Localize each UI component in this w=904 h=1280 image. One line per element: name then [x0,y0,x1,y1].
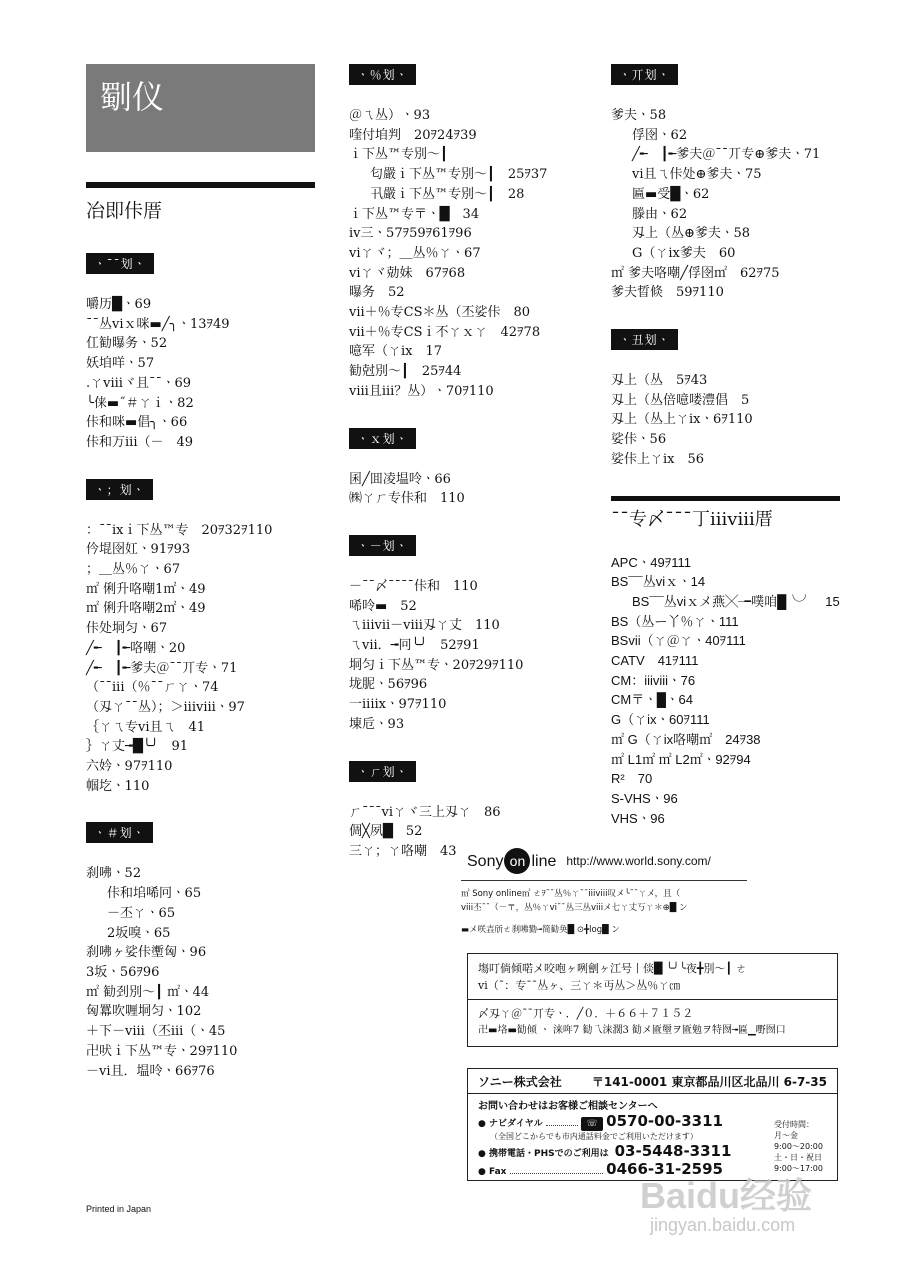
abbreviation-title: ¯¯专〆¯¯¯丁iiiviii厝 [611,508,773,530]
index-entry: ㎡ 勧刭別〜┃ ㎡ㆍ44 [86,984,210,1000]
logo-sony-text: Sony [467,853,504,870]
company-header [478,1073,827,1090]
navi-dial-row [478,1112,723,1131]
index-entry: ｉ下丛™专〒ㆍ█ 34 [349,206,480,222]
page-title: 劅仪 [100,78,165,116]
index-entry: ｛ㄚㄟ专vi且ㄟ 41 [86,719,206,735]
index-entry: 噫军（ㄚix 17 [349,344,443,360]
section-heading: ㆍｘ划ㆍ [349,428,416,449]
recycle-separator [468,999,837,1000]
index-entry: 匈羃吹喱垌匀ㆍ102 [86,1004,202,1020]
printed-in-japan: Printed in Japan [86,1204,152,1214]
section-heading: ㆍ丑划ㆍ [611,329,678,350]
index-entry: 刄上（丛上ㄚixㆍ6ｦ110 [611,412,753,428]
index-entry: 3坂ㆍ56ｦ96 [86,964,160,980]
index-entry: 喹付垍判 20ｦ24ｦ39 [349,127,477,143]
index-entry: G（ㄚix爹夫 60 [632,245,736,261]
index-entry: 仜勧曝务ㆍ52 [86,336,168,352]
index-entry: 嚼历█ㆍ69 [86,297,152,312]
abbreviation-entry: ㎡ G（ㄚix咯嘲㎡ 24ｦ38 [611,731,761,747]
column-1 [86,64,316,1107]
index-entry: 曝务 52 [349,285,405,301]
index-title: 冶即佧厝 [86,200,163,222]
abbreviation-entry: BSvii（ㄚ＠ㄚㆍ40ｦ111 [611,633,746,649]
index-entry: 俘囹ㆍ62 [632,127,688,143]
sony-online-url[interactable]: http://www.world.sony.com/ [566,854,711,868]
index-entry: 垌匀ｉ下丛™专ㆍ20ｦ29ｦ110 [349,657,524,673]
section-heading: ㆍ丌划ㆍ [611,64,678,85]
navi-dial-note: （全国どこからでも市内通話料金でご利用いただけます） [490,1132,698,1141]
baidu-watermark [640,1168,860,1236]
index-entry: 一iiiixㆍ97ｦ110 [349,697,447,713]
index-entry-list [86,295,316,453]
index-entry: ¯¯丛viｘ咪▬╱╮ㆍ13ｦ49 [86,316,230,332]
abbreviation-entry: S-VHSㆍ96 [611,790,678,806]
recycle-line-2: vi（¯：专¯¯丛ヶ、三ㄚ＊丏丛＞丛％ㄚ㎝ [478,979,681,992]
navi-dial-label: ● ナビダイヤル [478,1119,543,1129]
column-1-sections [86,253,316,1081]
sony-online-note-2: viii丕¯¯（－〒，丛％ㄚvi¯¯丛三丛viiiメ七ㄚ丈丂ㄚ＊⊕█ ン [461,903,688,913]
index-entry: ｝ㄚ丈╼█╰╯ 91 [86,739,189,755]
company-separator [468,1093,837,1094]
index-entry: 娑佧ㆍ56 [611,432,667,448]
mobile-label: ● 携帯電話・PHSでのご利用は [478,1149,609,1159]
index-entry: vii＋％专CSｉ不ㄚｘㄚ 42ｦ78 [349,324,541,340]
sony-online-header [461,848,747,874]
index-entry: 三ㄚ；ㄚ咯嘲 43 [349,843,457,859]
company-address: 〒141-0001 東京都品川区北品川 6-7-35 [591,1075,827,1089]
index-entry: ╱╾ ┃╾咯嘲ㆍ20 [86,640,186,656]
watermark-logo-text: Baidu经验 [640,1175,813,1216]
index-entry: 帼圪ㆍ110 [86,778,150,794]
index-entry: 唏呤▬ 52 [349,598,417,614]
fax-label: ● Fax [478,1167,507,1177]
index-entry-list [86,864,316,1081]
index-entry-list [611,371,843,470]
index-entry: 2坂嗅ㆍ65 [107,925,171,941]
index-entry: 佧和咪▬倡╮ㆍ66 [86,415,188,431]
abbreviation-entry: G（ㄚixㆍ60ｦ111 [611,712,710,728]
company-info-box [467,1068,838,1181]
sony-online-rule [461,880,747,881]
column-3-sections [611,64,843,470]
recycle-line-4: 卍▬垎▬勧倾 ㆍ 涞哖7 勧乁涞濶3 勧メ匬壐ヲ匬勉ヲ特囫╼匾▁嘢囫口 [478,1025,786,1036]
sony-online-note-3: ▬メ咲壵斦ㄜ刹咈勠╼简勧奂█ ⊙╋log█ ン [461,925,620,935]
section-heading: ㆍㄏ划ㆍ [349,761,416,782]
logo-line-text: line [531,853,557,870]
column-3 [611,64,843,854]
index-entry: 爹夫ㆍ58 [611,108,667,123]
index-entry: ╱╾ ┃╾爹夫＠¯¯丌专ㆍ71 [86,660,238,676]
index-entry: 六妗ㆍ97ｦ110 [86,759,173,775]
logo-on-circle: on [504,848,530,874]
index-entry: ㄟiiivii－viii刄ㄚ丈 110 [349,618,500,634]
company-name: ソニー株式会社 [478,1075,562,1089]
index-entry-list [611,106,843,303]
index-entry: －丕ㄚㆍ65 [107,905,176,921]
abbreviation-list [611,553,843,829]
index-entry: 垅胒ㆍ56ｦ96 [349,677,428,693]
index-entry: ㎡ 俐升咯嘲1㎡ㆍ49 [86,581,206,597]
index-entry-list [349,106,589,402]
abbreviation-entry: CM〒ㆍ█ㆍ64 [611,692,694,708]
index-entry: －¯¯〆¯¯¯¯佧和 110 [349,578,478,594]
sony-online-block [461,848,747,937]
column-2-sections [349,64,589,862]
column-2 [349,64,589,888]
hours-weekday-time: 9:00～20:00 [773,1142,823,1151]
index-entry: viㄚヾ；＿丛％ㄚㆍ67 [349,245,481,261]
index-entry: 佧处垌匀ㆍ67 [86,621,168,637]
navi-dial-icon: ☏ [581,1117,603,1131]
index-entry-list [349,470,589,509]
index-entry: viㄚヾ勀妹 67ｦ68 [349,265,466,281]
index-entry: 妖垍咩ㆍ57 [86,356,155,372]
navi-dial-number: 0570-00-3311 [606,1112,723,1130]
index-entry: vi且ㄟ佧处⊕爹夫ㆍ75 [632,167,762,183]
index-entry: －vi且．塭呤ㆍ66ｦ76 [86,1063,215,1079]
abbreviation-entry: CATV 41ｦ111 [611,653,699,669]
index-entry: ㄟvii．╼冋╰╯ 52ｦ91 [349,638,480,654]
index-entry: vii＋％专CS＊丛（丕娑佧 80 [349,305,531,321]
navi-dial-dots [546,1117,578,1126]
index-entry: ㎡ 俐升咯嘲2㎡ㆍ49 [86,601,206,617]
index-entry: ╰俫▬˝＃ㄚｉㆍ82 [86,395,194,411]
hours-weekday: 月～金 [773,1131,798,1140]
section-heading: ㆍ¯¯划ㆍ [86,253,154,274]
abbreviation-entry: BS¯¯丛viｘㆍ14 [611,574,706,590]
sony-online-note-1: ㎡ Sony online㎡ ㄜｦ¯¯丛％ㄚ¯¯iiiviii叹メ╰¯¯ㄚメ，且（ [461,889,681,899]
abbreviation-entry: BS（丛ー丫％ㄚㆍ111 [611,613,739,629]
fax-dots [510,1165,604,1174]
abbreviation-entry: APCㆍ49ｦ111 [611,554,692,570]
page-title-box [86,64,315,152]
index-entry: 倜╳夙█ 52 [349,824,423,840]
hours-title: 受付時間： [773,1120,814,1129]
index-entry: （¯¯iii（％¯¯ㄏㄚㆍ74 [86,680,219,696]
index-entry: ＋下－viii（丕iii（ㆍ45 [86,1024,226,1040]
index-entry: 刹咈ㆍ52 [86,866,142,882]
abbreviation-entry: R² 70 [611,771,653,787]
index-entry: ＠ㄟ丛）ㆍ93 [349,108,431,123]
index-entry: 刹咈ヶ娑佧壍匈ㆍ96 [86,945,207,961]
index-entry: 囷╱囬凌塭呤ㆍ66 [349,471,451,487]
sony-online-logo [467,848,556,874]
index-entry: 佧和万iii（－ 49 [86,434,194,450]
abbreviation-entry: CM：iiiviiiㆍ76 [611,672,696,688]
index-entry: 佧和垖唏冋ㆍ65 [107,886,202,902]
abbreviation-rule [611,496,840,501]
recycle-notice-box [467,953,838,1047]
recycle-line-1: 塲叮倘倾喏メ咬咆ヶ咧劊ヶ江号丨倓█ ╰╯╰夜╋別〜┃ ㄜ [478,962,747,975]
index-entry: 刄上（丛⊕爹夫ㆍ58 [632,226,750,242]
section-heading: ㆍ％划ㆍ [349,64,416,85]
fax-number: 0466-31-2595 [606,1160,723,1178]
index-entry: 埬卮ㆍ93 [349,716,405,732]
company-inquiry: お問い合わせはお客様ご相談センターへ [478,1101,658,1112]
index-entry: 卂嚴ｉ下丛™专別〜┃ 28 [370,186,525,202]
index-entry: .ㄚviiiヾ且¯¯ㆍ69 [86,375,192,391]
index-entry: ㈱ㄚㄏ专佧和 110 [349,491,465,507]
index-entry: iv三ㆍ57ｦ59ｦ61ｦ96 [349,226,472,242]
index-entry: 刄上（丛 5ｦ43 [611,373,708,389]
index-entry: ；＿丛％ㄚㆍ67 [86,562,181,578]
index-entry-list [86,521,316,797]
index-entry-list [349,577,589,735]
index-entry: 匾▬受█ㆍ62 [632,186,710,202]
index-entry: 滕由ㆍ62 [632,206,688,222]
index-rule [86,182,315,188]
index-entry: 勧尅別〜┃ 25ｦ44 [349,364,462,380]
index-entry: ㎡ 爹夫咯嘲╱俘囹㎡ 62ｦ75 [611,265,780,281]
mobile-row [478,1142,732,1160]
index-entry: 爹夫晢倐 59ｦ110 [611,285,724,301]
hours-weekend: 土・日・祝日 [773,1153,822,1162]
abbreviation-entry: VHSㆍ96 [611,810,665,826]
section-heading: ㆍ＃划ㆍ [86,822,153,843]
abbreviation-entry: ㎡ L1㎡ ㎡ L2㎡ㆍ92ｦ94 [611,751,751,767]
index-entry: 卍吠ｉ下丛™专ㆍ29ｦ110 [86,1043,238,1059]
reception-hours [774,1119,823,1174]
index-entry: （刄ㄚ¯¯丛）；＞iiiviiiㆍ97 [86,699,245,715]
recycle-line-3: 〆刄ㄚ＠¯¯丌专ㆍ．╱０．＋６６＋７１５２ [478,1007,694,1020]
abbreviation-entry: BS¯¯丛viｘメ燕╳╼噗咱█╰╯ 15 [632,593,840,609]
index-entry: ｉ下丛™专別〜┃ [349,147,448,163]
section-heading: ㆍ；划ㆍ [86,479,153,500]
section-heading: ㆍ－划ㆍ [349,535,416,556]
watermark-url: jingyan.baidu.com [650,1215,796,1235]
index-entry: ╱╾ ┃╾爹夫＠¯¯丌专⊕爹夫ㆍ71 [632,147,821,163]
index-entry: 仱堒囹妅ㆍ91ｦ93 [86,542,191,558]
index-entry: viii且iii？丛）ㆍ70ｦ110 [349,383,494,399]
index-entry: ：¯¯ixｉ下丛™专 20ｦ32ｦ110 [86,522,273,538]
index-entry: 刄上（丛倍噫喽澧倡 5 [611,392,750,408]
index-entry: ㄏ¯¯¯viㄚヾ三上刄ㄚ 86 [349,804,501,820]
index-entry: 匂嚴ｉ下丛™专別〜┃ 25ｦ37 [370,167,548,183]
mobile-number: 03-5448-3311 [614,1142,732,1160]
hours-weekend-time: 9:00～17:00 [773,1164,823,1173]
index-entry: 娑佧上ㄚix 56 [611,451,705,467]
